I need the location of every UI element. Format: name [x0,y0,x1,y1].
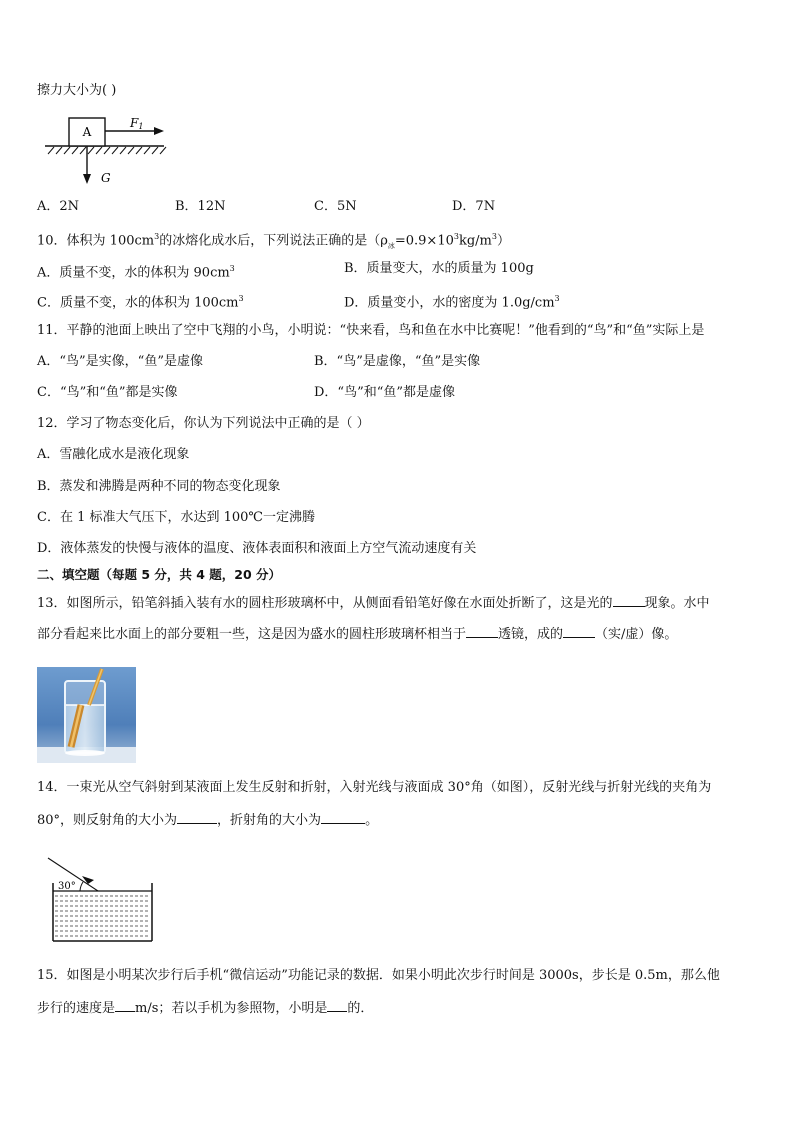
q12-stem: 12．学习了物态变化后，你认为下列说法中正确的是（ ） [37,416,370,431]
force-label: F [130,116,139,130]
q15-line-2: 步行的速度是 m/s；若以手机为参照物，小明是 的． [37,998,373,1018]
q14-blank-1 [177,810,217,824]
q10-option-b: B．质量变大，水的质量为 100g [344,261,534,276]
q12-option-c: C．在 1 标准大气压下，水达到 100℃一定沸腾 [37,510,315,525]
q14-line-1: 14．一束光从空气斜射到某液面上发生反射和折射，入射光线与液面成 30°角（如图），反射光线与折射光线的夹角为 [37,780,712,795]
q12-option-b: B．蒸发和沸腾是两种不同的物态变化现象 [37,479,281,494]
svg-text:F1 [129,116,143,131]
q14-blank-2 [321,810,365,824]
q13-blank-1 [613,593,645,607]
pencil-in-glass-photo [37,667,136,763]
q9-option-a: A．2N [37,199,80,214]
q11-option-d: D．“鸟”和“鱼”都是虚像 [314,385,456,400]
q12-option-d: D．液体蒸发的快慢与液体的温度、液体表面积和液面上方空气流动速度有关 [37,541,477,556]
q10-option-d: D．质量变小，水的密度为 $1.0g/cm^3$ [344,294,560,311]
q13-blank-2 [466,624,498,638]
q11-option-c: C．“鸟”和“鱼”都是实像 [37,385,178,400]
angle-label: 30° [58,881,76,892]
weight-label: G [101,171,111,185]
force-subscript: 1 [138,122,144,131]
q11-stem: 11．平静的池面上映出了空中飞翔的小鸟，小明说：“快来看，鸟和鱼在水中比赛呢！”他看到的“鸟”和“鱼”实际上是 [37,323,705,338]
q14-line-2: 80°，则反射角的大小为 ，折射角的大小为 。 [37,810,378,830]
q12-option-a: A．雪融化成水是液化现象 [37,447,190,462]
q13-blank-3 [563,624,595,638]
q15-line-1: 15．如图是小明某次步行后手机“微信运动”功能记录的数据．如果小明此次步行时间是 3000s，步长是 0.5m，那么他 [37,968,720,983]
q11-option-b: B．“鸟”是虚像，“鱼”是实像 [314,354,481,369]
block-label: A [82,125,92,139]
q10-option-a: A．质量不变，水的体积为 $90cm^3$ [37,264,235,281]
q9-force-diagram [40,112,175,188]
light-reflection-diagram [42,852,158,944]
q9-option-c: C．5N [314,199,357,214]
q15-blank-1 [115,998,135,1012]
q9-option-d: D．7N [452,199,496,214]
section-title: 二、填空题（每题 5 分，共 4 题，20 分） [37,567,282,582]
q10-stem: 10．体积为 $100cm^3$的冰熔化成水后，下列说法正确的是$(\rho_冰=0.9\times 10^3kg/m^3)$ [37,232,510,250]
q15-blank-2 [327,998,347,1012]
q13-line-2: 部分看起来比水面上的部分要粗一些，这是因为盛水的圆柱形玻璃杯相当于 透镜，成的 （实/虚）像。 [37,624,677,644]
q9-option-b: B．12N [175,199,226,214]
q11-option-a: A．“鸟”是实像，“鱼”是虚像 [37,354,203,369]
q9-stem-tail: 擦力大小为( ) [37,83,117,98]
q13-line-1: 13．如图所示，铅笔斜插入装有水的圆柱形玻璃杯中，从侧面看铅笔好像在水面处折断了，这是光的 现象。水中 [37,593,710,613]
q10-option-c: C．质量不变，水的体积为 $100cm^3$ [37,294,244,311]
